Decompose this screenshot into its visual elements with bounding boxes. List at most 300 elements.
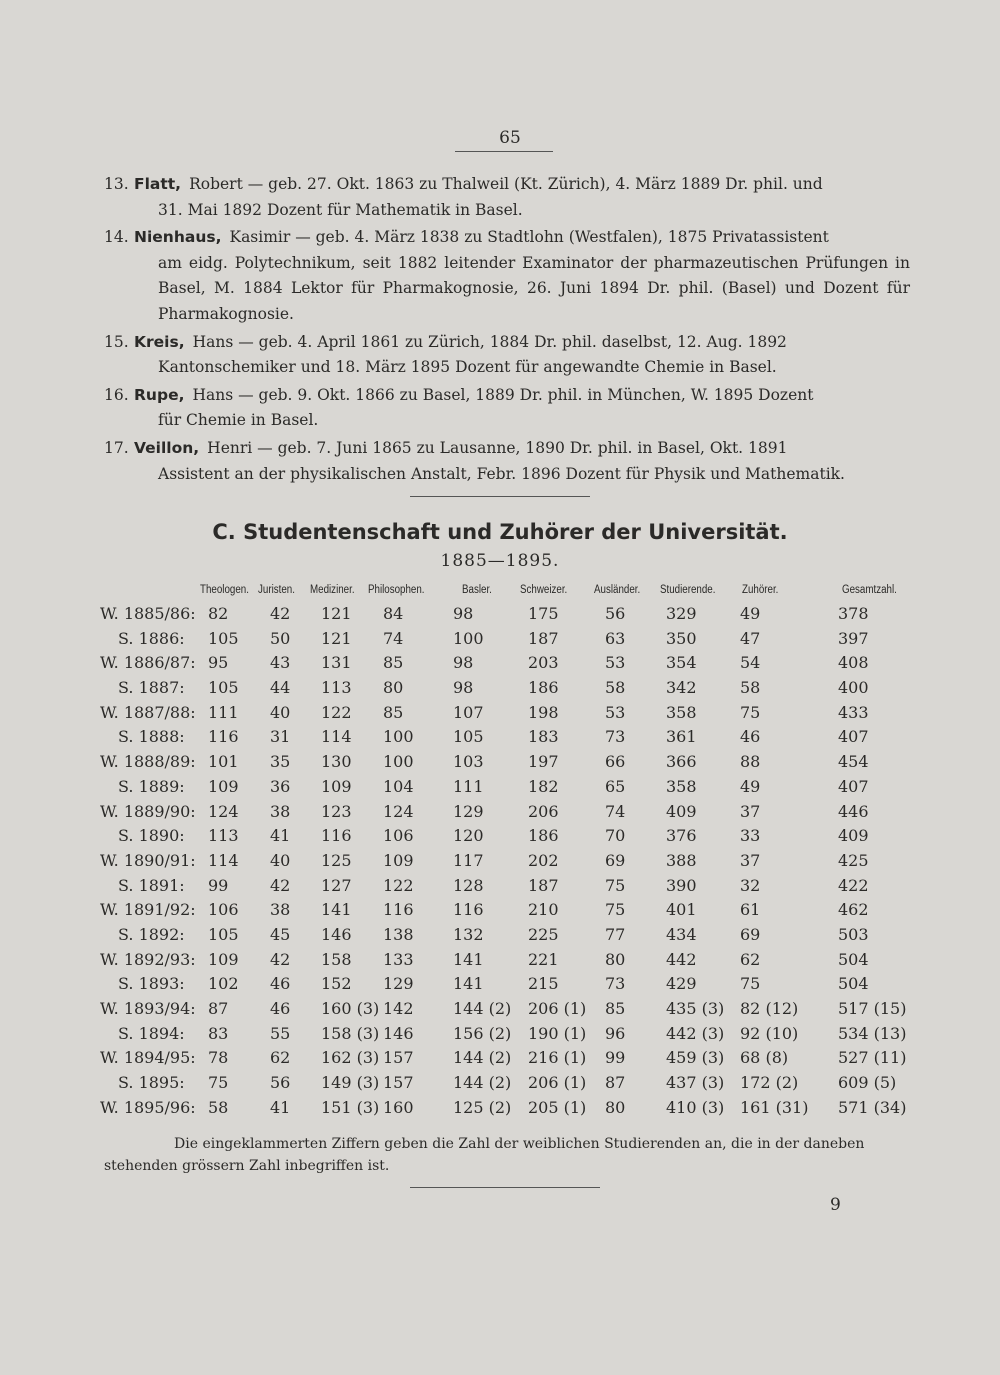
table-cell: 55 bbox=[270, 1023, 291, 1043]
table-cell: 358 bbox=[666, 776, 697, 796]
column-header: Gesamtzahl. bbox=[842, 584, 897, 596]
row-label: W. 1888/89: bbox=[100, 752, 196, 772]
table-cell: 109 bbox=[383, 850, 414, 870]
table-row bbox=[100, 948, 910, 973]
table-cell: 146 bbox=[383, 1023, 414, 1043]
entry-number: 13. bbox=[104, 175, 129, 193]
table-cell: 146 bbox=[321, 924, 352, 944]
table-cell: 435 (3) bbox=[666, 999, 725, 1018]
table-cell: 156 (2) bbox=[453, 1023, 512, 1043]
table-cell: 454 bbox=[838, 752, 869, 772]
table-cell: 138 bbox=[383, 924, 414, 944]
row-label: S. 1888: bbox=[118, 727, 185, 747]
table-cell: 80 bbox=[605, 949, 626, 969]
table-cell: 172 (2) bbox=[740, 1073, 799, 1093]
table-cell: 65 bbox=[605, 776, 626, 796]
table-row bbox=[100, 750, 910, 775]
column-header: Studierende. bbox=[660, 584, 716, 596]
table-cell: 117 bbox=[453, 850, 484, 870]
table-cell: 100 bbox=[383, 727, 414, 747]
table-cell: 109 bbox=[321, 776, 352, 796]
table-cell: 62 bbox=[270, 1048, 291, 1068]
table-cell: 462 bbox=[838, 900, 869, 920]
table-cell: 82 bbox=[208, 604, 229, 623]
table-cell: 202 bbox=[528, 850, 559, 870]
table-cell: 503 bbox=[838, 924, 869, 944]
entry bbox=[104, 225, 910, 327]
table-cell: 109 bbox=[208, 949, 239, 969]
table-cell: 106 bbox=[208, 900, 239, 920]
column-header: Zuhörer. bbox=[742, 584, 779, 596]
table-cell: 141 bbox=[453, 974, 484, 994]
table-row bbox=[100, 676, 910, 701]
table-cell: 160 (3) bbox=[321, 999, 380, 1018]
column-header: Schweizer. bbox=[520, 584, 568, 596]
column-header: Basler. bbox=[462, 584, 492, 596]
entry bbox=[104, 383, 910, 434]
table-row bbox=[100, 972, 910, 997]
table-cell: 41 bbox=[270, 1097, 291, 1117]
table-cell: 125 bbox=[321, 850, 352, 870]
table-cell: 99 bbox=[208, 875, 229, 895]
table-cell: 534 (13) bbox=[838, 1023, 907, 1043]
table-cell: 103 bbox=[453, 752, 484, 772]
table-cell: 87 bbox=[605, 1073, 626, 1093]
table-cell: 459 (3) bbox=[666, 1048, 725, 1068]
entry-continuation: 31. Mai 1892 Dozent für Mathematik in Basel. bbox=[158, 200, 523, 219]
table-cell: 46 bbox=[270, 999, 291, 1018]
table-cell: 44 bbox=[270, 678, 291, 698]
table-cell: 407 bbox=[838, 727, 869, 747]
column-header: Ausländer. bbox=[594, 584, 641, 596]
table-cell: 437 (3) bbox=[666, 1073, 725, 1093]
table-cell: 58 bbox=[740, 678, 761, 698]
table-cell: 197 bbox=[528, 752, 559, 772]
table-cell: 407 bbox=[838, 776, 869, 796]
table-cell: 206 (1) bbox=[528, 999, 587, 1018]
entry-name: Flatt, bbox=[134, 175, 182, 193]
table-cell: 56 bbox=[605, 604, 626, 623]
table-cell: 62 bbox=[740, 949, 761, 969]
table-cell: 85 bbox=[383, 702, 404, 722]
row-label: W. 1891/92: bbox=[100, 900, 196, 920]
table-cell: 158 (3) bbox=[321, 1023, 380, 1043]
table-row bbox=[100, 800, 910, 825]
table-cell: 98 bbox=[453, 653, 474, 673]
table-cell: 409 bbox=[666, 801, 697, 821]
section-title: C. Studentenschaft und Zuhörer der Universität. bbox=[212, 520, 788, 544]
table-row bbox=[100, 1071, 910, 1096]
table-cell: 56 bbox=[270, 1073, 291, 1093]
table-cell: 425 bbox=[838, 850, 869, 870]
table-cell: 366 bbox=[666, 752, 697, 772]
table-cell: 80 bbox=[605, 1097, 626, 1117]
row-label: S. 1889: bbox=[118, 776, 185, 796]
table-cell: 429 bbox=[666, 974, 697, 994]
table-cell: 100 bbox=[453, 628, 484, 648]
column-header: Mediziner. bbox=[310, 584, 355, 596]
table-cell: 215 bbox=[528, 974, 559, 994]
table-cell: 96 bbox=[605, 1023, 626, 1043]
row-label: W. 1887/88: bbox=[100, 702, 196, 722]
table-cell: 102 bbox=[208, 974, 239, 994]
table-cell: 32 bbox=[740, 875, 761, 895]
row-label: W. 1894/95: bbox=[100, 1048, 196, 1068]
table-cell: 74 bbox=[383, 628, 404, 648]
table-cell: 36 bbox=[270, 776, 291, 796]
table-cell: 106 bbox=[383, 826, 414, 846]
table-cell: 111 bbox=[453, 776, 484, 796]
table-cell: 198 bbox=[528, 702, 559, 722]
table-cell: 186 bbox=[528, 678, 559, 698]
table-cell: 116 bbox=[453, 900, 484, 920]
table-cell: 38 bbox=[270, 900, 291, 920]
table-cell: 50 bbox=[270, 628, 291, 648]
table-cell: 378 bbox=[838, 604, 869, 623]
row-label: W. 1889/90: bbox=[100, 801, 196, 821]
table-cell: 101 bbox=[208, 752, 239, 772]
table-cell: 210 bbox=[528, 900, 559, 920]
table-row bbox=[100, 775, 910, 800]
row-label: W. 1890/91: bbox=[100, 850, 196, 870]
table-cell: 216 (1) bbox=[528, 1048, 587, 1068]
table-cell: 75 bbox=[605, 900, 626, 920]
table-cell: 125 (2) bbox=[453, 1097, 512, 1117]
table-cell: 92 (10) bbox=[740, 1023, 799, 1043]
footnote-line: stehenden grössern Zahl inbegriffen ist. bbox=[104, 1158, 390, 1174]
entry-continuation: am eidg. Polytechnikum, seit 1882 leitender Examinator der pharmazeutischen Prüfungen in Basel, M. 1884 Lektor für Pharmakognosie, 26. Juni 1894 Dr. phil. (Basel) und Dozent für Pharmakognosie. bbox=[158, 253, 910, 323]
table-cell: 105 bbox=[453, 727, 484, 747]
table-cell: 116 bbox=[383, 900, 414, 920]
table-cell: 114 bbox=[208, 850, 239, 870]
table-cell: 175 bbox=[528, 604, 559, 623]
entry-number: 15. bbox=[104, 332, 129, 351]
row-label: W. 1886/87: bbox=[100, 653, 196, 673]
table-cell: 183 bbox=[528, 727, 559, 747]
sheet-mark: 9 bbox=[830, 1195, 841, 1215]
table-row bbox=[100, 627, 910, 652]
table-cell: 161 (31) bbox=[740, 1097, 809, 1117]
table-row bbox=[100, 1022, 910, 1047]
column-header: Juristen. bbox=[258, 584, 295, 596]
table-cell: 87 bbox=[208, 999, 229, 1018]
row-label: S. 1890: bbox=[118, 826, 185, 846]
table-cell: 354 bbox=[666, 653, 697, 673]
table-cell: 504 bbox=[838, 949, 869, 969]
entry-continuation: Assistent an der physikalischen Anstalt, Febr. 1896 Dozent für Physik und Mathematik. bbox=[158, 464, 845, 483]
table-cell: 350 bbox=[666, 628, 697, 648]
table-cell: 114 bbox=[321, 727, 352, 747]
table-cell: 130 bbox=[321, 752, 352, 772]
table-cell: 85 bbox=[605, 999, 626, 1018]
table-cell: 410 (3) bbox=[666, 1097, 725, 1117]
table-cell: 132 bbox=[453, 924, 484, 944]
entry-text: Henri — geb. 7. Juni 1865 zu Lausanne, 1890 Dr. phil. in Basel, Okt. 1891 bbox=[207, 438, 788, 457]
table-cell: 99 bbox=[605, 1048, 626, 1068]
row-label: S. 1887: bbox=[118, 678, 185, 698]
table-cell: 141 bbox=[321, 900, 352, 920]
table-cell: 390 bbox=[666, 875, 697, 895]
table-cell: 95 bbox=[208, 653, 229, 673]
table-cell: 609 (5) bbox=[838, 1073, 897, 1093]
table-cell: 40 bbox=[270, 702, 291, 722]
table-cell: 124 bbox=[208, 801, 239, 821]
table-cell: 422 bbox=[838, 875, 869, 895]
table-cell: 53 bbox=[605, 653, 626, 673]
section-years: 1885—1895. bbox=[440, 551, 560, 571]
table-cell: 83 bbox=[208, 1023, 229, 1043]
table-cell: 388 bbox=[666, 850, 697, 870]
table-cell: 504 bbox=[838, 974, 869, 994]
table-row bbox=[100, 602, 910, 627]
table-cell: 144 (2) bbox=[453, 1073, 512, 1093]
row-label: S. 1895: bbox=[118, 1073, 185, 1093]
table-cell: 73 bbox=[605, 974, 626, 994]
table-row bbox=[100, 651, 910, 676]
entry-name: Kreis, bbox=[134, 332, 185, 351]
entry-number: 17. bbox=[104, 438, 129, 457]
table-cell: 157 bbox=[383, 1073, 414, 1093]
bottom-divider bbox=[410, 1187, 600, 1188]
table-cell: 187 bbox=[528, 628, 559, 648]
table-cell: 100 bbox=[383, 752, 414, 772]
table-cell: 37 bbox=[740, 801, 761, 821]
table-cell: 358 bbox=[666, 702, 697, 722]
table-cell: 54 bbox=[740, 653, 761, 673]
table-cell: 408 bbox=[838, 653, 869, 673]
table-row bbox=[100, 1096, 910, 1121]
table-cell: 433 bbox=[838, 702, 869, 722]
entry-number: 16. bbox=[104, 385, 129, 404]
table-cell: 58 bbox=[208, 1097, 229, 1117]
table-cell: 53 bbox=[605, 702, 626, 722]
table-body bbox=[100, 602, 910, 1120]
row-label: S. 1891: bbox=[118, 875, 185, 895]
table-cell: 98 bbox=[453, 678, 474, 698]
table-cell: 107 bbox=[453, 702, 484, 722]
table-cell: 111 bbox=[208, 702, 239, 722]
table-row bbox=[100, 997, 910, 1022]
table-row bbox=[100, 725, 910, 750]
table-cell: 49 bbox=[740, 604, 761, 623]
table-cell: 42 bbox=[270, 875, 291, 895]
entry-continuation: für Chemie in Basel. bbox=[158, 411, 319, 430]
row-label: W. 1895/96: bbox=[100, 1097, 196, 1117]
table-cell: 73 bbox=[605, 727, 626, 747]
table-cell: 122 bbox=[321, 702, 352, 722]
table-cell: 571 (34) bbox=[838, 1097, 907, 1117]
table-cell: 104 bbox=[383, 776, 414, 796]
table-cell: 123 bbox=[321, 801, 352, 821]
table-cell: 41 bbox=[270, 826, 291, 846]
entry-name: Nienhaus, bbox=[134, 228, 222, 247]
table-row bbox=[100, 923, 910, 948]
table-cell: 342 bbox=[666, 678, 697, 698]
table-cell: 61 bbox=[740, 900, 761, 920]
entry-text: Hans — geb. 9. Okt. 1866 zu Basel, 1889 Dr. phil. in München, W. 1895 Dozent bbox=[192, 385, 814, 404]
table-cell: 401 bbox=[666, 900, 697, 920]
table-cell: 131 bbox=[321, 653, 352, 673]
table-cell: 116 bbox=[208, 727, 239, 747]
table-cell: 37 bbox=[740, 850, 761, 870]
table-cell: 88 bbox=[740, 752, 761, 772]
table-cell: 77 bbox=[605, 924, 626, 944]
statistics-table bbox=[100, 580, 910, 1120]
entry-text: Kasimir — geb. 4. März 1838 zu Stadtlohn (Westfalen), 1875 Privatassistent bbox=[229, 228, 829, 247]
table-cell: 160 bbox=[383, 1097, 414, 1117]
entry-name: Rupe, bbox=[134, 385, 185, 404]
table-cell: 69 bbox=[740, 924, 761, 944]
table-cell: 46 bbox=[270, 974, 291, 994]
table-cell: 517 (15) bbox=[838, 999, 907, 1018]
table-cell: 98 bbox=[453, 604, 474, 623]
table-cell: 58 bbox=[605, 678, 626, 698]
column-header: Theologen. bbox=[200, 584, 249, 596]
row-label: W. 1885/86: bbox=[100, 604, 196, 623]
table-cell: 75 bbox=[740, 702, 761, 722]
table-row bbox=[100, 874, 910, 899]
table-cell: 141 bbox=[453, 949, 484, 969]
table-cell: 205 (1) bbox=[528, 1097, 587, 1117]
table-cell: 82 (12) bbox=[740, 999, 799, 1018]
table-cell: 151 (3) bbox=[321, 1097, 380, 1117]
entry-number: 14. bbox=[104, 228, 129, 247]
row-label: S. 1894: bbox=[118, 1023, 185, 1043]
entry bbox=[104, 330, 910, 381]
table-cell: 121 bbox=[321, 604, 352, 623]
row-label: S. 1893: bbox=[118, 974, 185, 994]
table-cell: 152 bbox=[321, 974, 352, 994]
row-label: W. 1892/93: bbox=[100, 949, 196, 969]
table-cell: 127 bbox=[321, 875, 352, 895]
table-cell: 400 bbox=[838, 678, 869, 698]
table-cell: 109 bbox=[208, 776, 239, 796]
table-cell: 157 bbox=[383, 1048, 414, 1068]
table-cell: 329 bbox=[666, 604, 697, 623]
row-label: S. 1886: bbox=[118, 628, 185, 648]
table-cell: 206 (1) bbox=[528, 1073, 587, 1093]
table-cell: 85 bbox=[383, 653, 404, 673]
table-cell: 75 bbox=[208, 1073, 229, 1093]
table-cell: 113 bbox=[208, 826, 239, 846]
table-cell: 63 bbox=[605, 628, 626, 648]
table-cell: 442 (3) bbox=[666, 1023, 725, 1043]
table-cell: 190 (1) bbox=[528, 1023, 587, 1043]
table-row bbox=[100, 701, 910, 726]
table-cell: 149 (3) bbox=[321, 1073, 380, 1093]
table-cell: 35 bbox=[270, 752, 291, 772]
table-cell: 124 bbox=[383, 801, 414, 821]
table-cell: 133 bbox=[383, 949, 414, 969]
table-cell: 225 bbox=[528, 924, 559, 944]
table-cell: 75 bbox=[605, 875, 626, 895]
table-cell: 78 bbox=[208, 1048, 229, 1068]
table-cell: 361 bbox=[666, 727, 697, 747]
table-cell: 121 bbox=[321, 628, 352, 648]
table-cell: 84 bbox=[383, 604, 404, 623]
table-cell: 47 bbox=[740, 628, 761, 648]
table-cell: 120 bbox=[453, 826, 484, 846]
table-cell: 75 bbox=[740, 974, 761, 994]
footnote bbox=[104, 1133, 910, 1177]
table-cell: 527 (11) bbox=[838, 1048, 907, 1068]
table-cell: 442 bbox=[666, 949, 697, 969]
table-cell: 187 bbox=[528, 875, 559, 895]
table-row bbox=[100, 824, 910, 849]
table-cell: 203 bbox=[528, 653, 559, 673]
entry bbox=[104, 436, 910, 487]
table-cell: 182 bbox=[528, 776, 559, 796]
table-cell: 144 (2) bbox=[453, 1048, 512, 1068]
row-label: W. 1893/94: bbox=[100, 999, 196, 1018]
table-row bbox=[100, 1046, 910, 1071]
table-cell: 69 bbox=[605, 850, 626, 870]
table-cell: 206 bbox=[528, 801, 559, 821]
table-header bbox=[100, 580, 910, 602]
column-header: Philosophen. bbox=[368, 584, 425, 596]
table-cell: 105 bbox=[208, 924, 239, 944]
table-cell: 129 bbox=[383, 974, 414, 994]
table-cell: 38 bbox=[270, 801, 291, 821]
entry bbox=[104, 172, 910, 223]
table-cell: 434 bbox=[666, 924, 697, 944]
entry-continuation: Kantonschemiker und 18. März 1895 Dozent für angewandte Chemie in Basel. bbox=[158, 358, 777, 377]
entry-name: Veillon, bbox=[134, 438, 200, 457]
table-row bbox=[100, 849, 910, 874]
table-cell: 144 (2) bbox=[453, 999, 512, 1018]
section-divider bbox=[410, 496, 590, 497]
table-cell: 66 bbox=[605, 752, 626, 772]
table-cell: 45 bbox=[270, 924, 291, 944]
table-cell: 409 bbox=[838, 826, 869, 846]
table-cell: 376 bbox=[666, 826, 697, 846]
table-cell: 446 bbox=[838, 801, 869, 821]
table-cell: 80 bbox=[383, 678, 404, 698]
table-cell: 105 bbox=[208, 678, 239, 698]
table-cell: 162 (3) bbox=[321, 1048, 380, 1068]
entry-text: Robert — geb. 27. Okt. 1863 zu Thalweil (Kt. Zürich), 4. März 1889 Dr. phil. und bbox=[189, 175, 823, 193]
table-cell: 31 bbox=[270, 727, 291, 747]
footnote-line: Die eingeklammerten Ziffern geben die Zahl der weiblichen Studierenden an, die in der daneben bbox=[174, 1136, 865, 1152]
table-row bbox=[100, 898, 910, 923]
table-cell: 142 bbox=[383, 999, 414, 1018]
table-cell: 113 bbox=[321, 678, 352, 698]
entry-text: Hans — geb. 4. April 1861 zu Zürich, 1884 Dr. phil. daselbst, 12. Aug. 1892 bbox=[192, 332, 787, 351]
table-cell: 42 bbox=[270, 604, 291, 623]
table-cell: 128 bbox=[453, 875, 484, 895]
table-cell: 49 bbox=[740, 776, 761, 796]
table-cell: 158 bbox=[321, 949, 352, 969]
table-cell: 186 bbox=[528, 826, 559, 846]
biography-entries bbox=[104, 172, 910, 489]
table-cell: 40 bbox=[270, 850, 291, 870]
row-label: S. 1892: bbox=[118, 924, 185, 944]
table-cell: 74 bbox=[605, 801, 626, 821]
table-cell: 68 (8) bbox=[740, 1048, 789, 1068]
table-cell: 70 bbox=[605, 826, 626, 846]
table-cell: 42 bbox=[270, 949, 291, 969]
table-cell: 46 bbox=[740, 727, 761, 747]
table-cell: 33 bbox=[740, 826, 761, 846]
table-cell: 129 bbox=[453, 801, 484, 821]
table-cell: 116 bbox=[321, 826, 352, 846]
table-cell: 43 bbox=[270, 653, 291, 673]
table-cell: 397 bbox=[838, 628, 869, 648]
page-number: 65 bbox=[499, 128, 521, 148]
table-cell: 221 bbox=[528, 949, 559, 969]
table-cell: 122 bbox=[383, 875, 414, 895]
table-cell: 105 bbox=[208, 628, 239, 648]
